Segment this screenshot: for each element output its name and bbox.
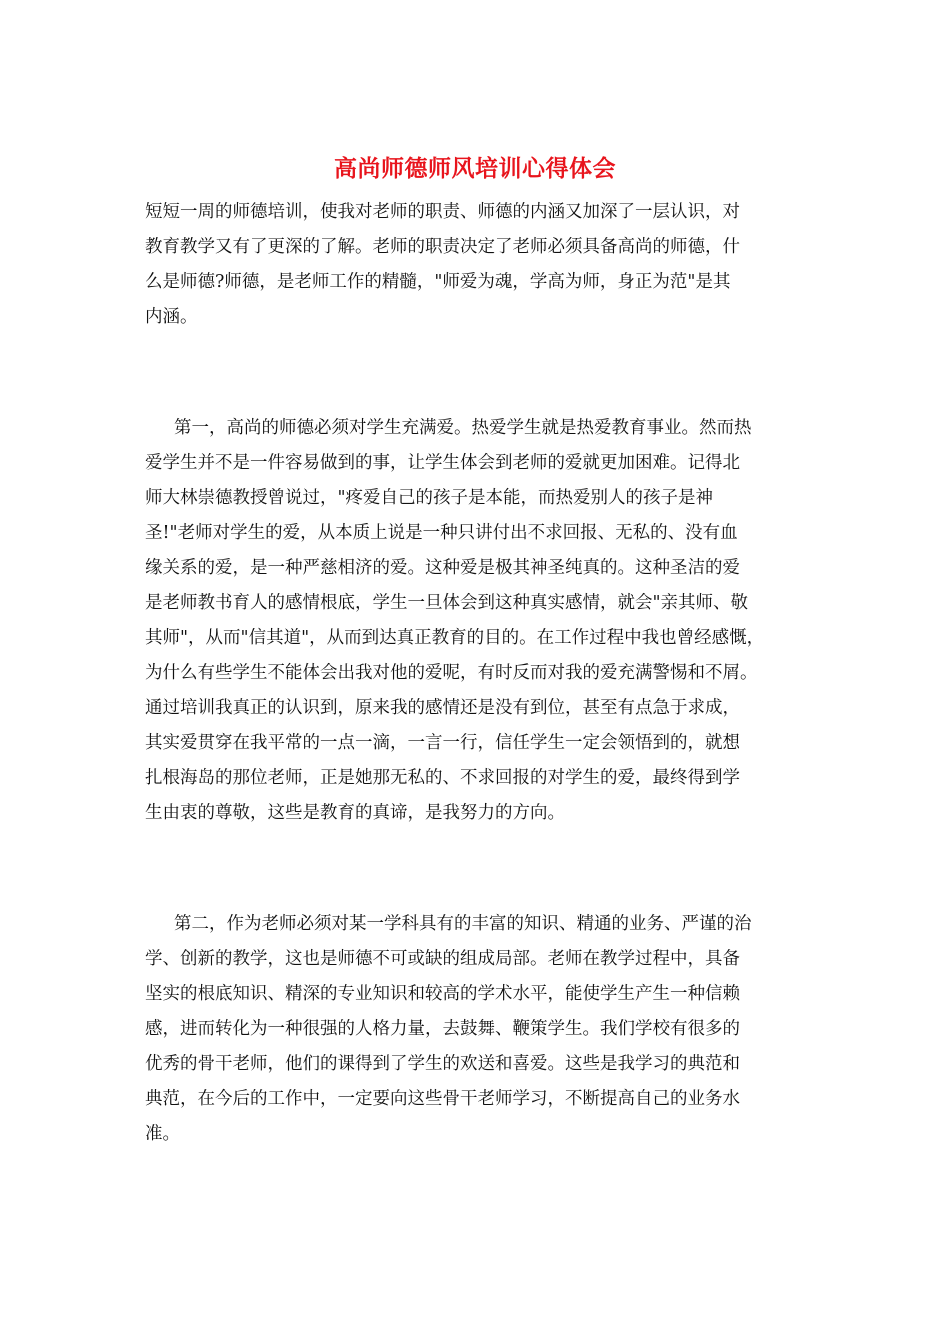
section2-line: 准。	[145, 1124, 180, 1144]
section1-line: 生由衷的尊敬，这些是教育的真谛，是我努力的方向。	[145, 803, 565, 823]
section2-line: 感，进而转化为一种很强的人格力量，去鼓舞、鞭策学生。我们学校有很多的	[145, 1019, 740, 1039]
section1-line: 为什么有些学生不能体会出我对他的爱呢，有时反而对我的爱充满警惕和不屑。	[145, 663, 758, 683]
section1-line: 第一，高尚的师德必须对学生充满爱。热爱学生就是热爱教育事业。然而热	[174, 418, 752, 438]
section1-line: 扎根海岛的那位老师，正是她那无私的、不求回报的对学生的爱，最终得到学	[145, 768, 740, 788]
intro-line: 教育教学又有了更深的了解。老师的职责决定了老师必须具备高尚的师德，什	[145, 237, 740, 257]
section1-line: 通过培训我真正的认识到，原来我的感情还是没有到位，甚至有点急于求成，	[145, 698, 740, 718]
section1-line: 是老师教书育人的感情根底，学生一旦体会到这种真实感情，就会"亲其师、敬	[145, 593, 749, 613]
intro-line: 内涵。	[145, 307, 198, 327]
intro-line: 短短一周的师德培训，使我对老师的职责、师德的内涵又加深了一层认识，对	[145, 202, 740, 222]
section1-line: 师大林崇德教授曾说过，"疼爱自己的孩子是本能，而热爱别人的孩子是神	[145, 488, 714, 508]
section1-line: 圣!"老师对学生的爱，从本质上说是一种只讲付出不求回报、无私的、没有血	[145, 523, 738, 543]
document-title: 高尚师德师风培训心得体会	[334, 155, 616, 182]
section1-line: 爱学生并不是一件容易做到的事，让学生体会到老师的爱就更加困难。记得北	[145, 453, 740, 473]
section2-line: 典范，在今后的工作中，一定要向这些骨干老师学习，不断提高自己的业务水	[145, 1089, 740, 1109]
section2-line: 优秀的骨干老师，他们的课得到了学生的欢送和喜爱。这些是我学习的典范和	[145, 1054, 740, 1074]
section1-line: 缘关系的爱，是一种严慈相济的爱。这种爱是极其神圣纯真的。这种圣洁的爱	[145, 558, 740, 578]
section1-line: 其师"，从而"信其道"，从而到达真正教育的目的。在工作过程中我也曾经感慨，	[145, 628, 765, 648]
section2-line: 第二，作为老师必须对某一学科具有的丰富的知识、精通的业务、严谨的治	[174, 914, 752, 934]
intro-line: 么是师德?师德，是老师工作的精髓，"师爱为魂，学高为师，身正为范"是其	[145, 272, 731, 292]
section1-line: 其实爱贯穿在我平常的一点一滴，一言一行，信任学生一定会领悟到的，就想	[145, 733, 740, 753]
section2-line: 学、创新的教学，这也是师德不可或缺的组成局部。老师在教学过程中，具备	[145, 949, 740, 969]
section2-line: 坚实的根底知识、精深的专业知识和较高的学术水平，能使学生产生一种信赖	[145, 984, 740, 1004]
